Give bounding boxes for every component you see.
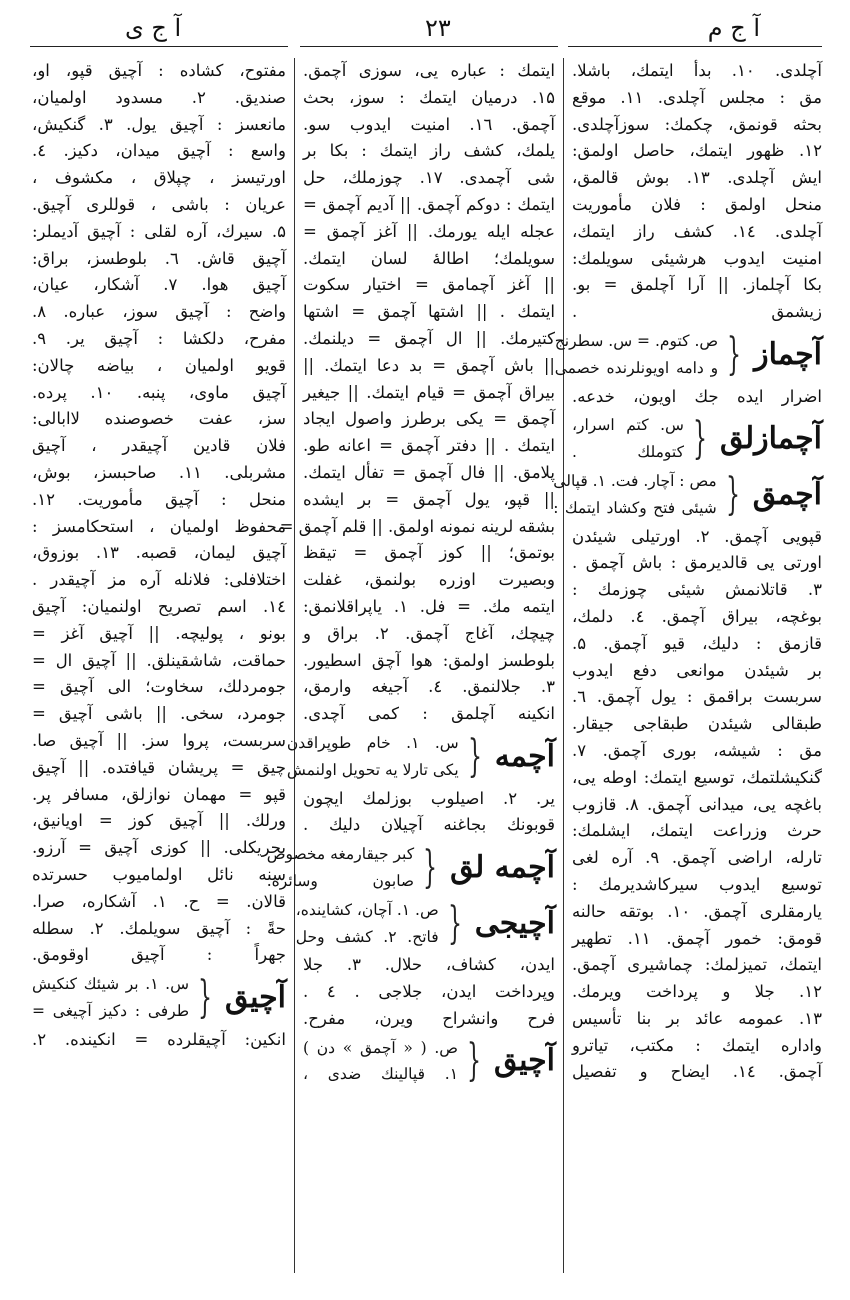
text-line: یلمك، کشف راز ایتمك : بکا بر <box>303 141 555 161</box>
entry-definition <box>553 468 716 522</box>
text-line: پلامق. || فال آچمق = تفأل ایتمك. <box>303 462 555 482</box>
text-line: ایتمك : عباره یی، سوزی آچمق. <box>303 61 555 80</box>
text-line: آچیق ماوی، پنبه. ۱۰. پرده. <box>32 382 286 402</box>
text-line: آچیق لیمان، قصبه. ۱۳. بوزوق، <box>32 543 286 563</box>
text-line: بحریکلی. || کوزی آچیق = آرزو. <box>32 838 286 858</box>
definition-line: یکی تارلا یه تحویل اولنمش <box>286 760 459 779</box>
text-line: قویو اولمیان ، بیاضه چالان: <box>32 355 286 375</box>
text-line: || آغز آچمامق = اختیار سکوت <box>303 275 555 295</box>
text-line: اختلافلی: فلانله آره مز آچیقدر . <box>32 570 286 590</box>
text-line: || باش آچمق = بد دعا ایتمك. || <box>303 355 555 375</box>
text-line: وبصیرت اوزره بولنمق، غفلت <box>303 570 555 590</box>
definition-line: صابون وسائره. <box>266 871 415 890</box>
entry-definition <box>296 897 439 951</box>
text-line: || قپو، یول آچمق = بر ایشده <box>303 489 555 509</box>
brace-glyph: { <box>727 328 742 380</box>
text-line: باغچه یی، میدانی آچمق. ۸. قازوب <box>572 794 822 814</box>
text-line: قالان. = ح. ۱. آشکاره، صرا. <box>32 891 286 911</box>
header-rule-center <box>300 46 558 47</box>
brace-glyph: { <box>447 897 462 949</box>
entry-definition <box>555 328 718 382</box>
dictionary-entry <box>266 841 555 895</box>
text-line: مق : مجلس آچلدی. ۱۱. موقع <box>572 87 822 107</box>
text-line: آچمق = یکی برطرز واصول ایجاد <box>303 409 555 429</box>
definition-line: و دامه اویونلرنده خصمی <box>554 358 719 377</box>
text-line: قومق: خمور آچمق. ۱۱. تطهیر <box>572 928 822 948</box>
text-line: تارله، اراضی آچمق. ۹. آره لغی <box>572 848 823 868</box>
text-line: بوغچه، بیراق آچمق. ٤. دلمك، <box>572 606 822 626</box>
definition-line: کبر جیقارمغه مخصوص <box>266 845 415 864</box>
text-line: قپویی آچمق. ۲. اورتیلی شیئدن <box>572 526 822 546</box>
text-line: بونو ، پولیچه. || آچیق آغز = <box>32 623 286 643</box>
header-right-guide-letters: آ ج م <box>707 14 760 42</box>
entry-headword: آچیق <box>494 1043 555 1079</box>
text-line: قوبونك بجاغنه آچیلان دلیك . <box>303 815 555 835</box>
text-line: انکینه آچلمق : کمی آچدی. <box>303 704 555 724</box>
definition-line: ص. کتوم. = س. سطرنج <box>554 331 719 350</box>
text-line: ۱۳. عمومه عائد بر بنا تأسیس <box>572 1008 822 1028</box>
text-line: مشربلی. ۱۱. صاحبسز، بوش، <box>32 462 286 482</box>
brace-glyph: { <box>467 1035 482 1087</box>
definition-line: س. ۱. بر شیئك کنکیش <box>32 975 190 994</box>
definition-line: س. کتم اسرار، <box>572 416 684 435</box>
text-line: ۱۲. جلا و پرداخت ویرمك. <box>572 982 822 1002</box>
dictionary-entry <box>286 730 555 784</box>
text-line: آچمق. ۱٦. امنیت ایدوب سو. <box>303 114 555 134</box>
text-line: عجله ایله یورمك. || آغز آچمق = <box>303 221 555 241</box>
text-line: جهراً : آچیق اوقومق. <box>32 945 286 965</box>
text-line: صندیق. ۲. مسدود اولمیان، <box>32 87 286 107</box>
column-divider-right <box>563 58 564 1273</box>
text-line: ۱۲. ظهور ایتمك، حاصل اولمق: <box>572 141 822 161</box>
text-line: جومرد، سخی. || باشی آچیق = <box>32 704 286 724</box>
text-line: قپو = مهمان نوازلق، مسافر پر. <box>32 784 286 804</box>
column-left <box>32 58 286 1273</box>
text-line: سربست براقمق : یول آچمق. ٦. <box>572 687 822 707</box>
text-line: حماقت، شاشقینلق. || آچیق ال = <box>32 650 286 670</box>
text-line: آچیق هوا. ۷. آشکار، عیان، <box>32 275 286 295</box>
text-line: منحل اولمق : فلان مأموریت <box>572 194 822 214</box>
entry-headword: آچماز <box>754 336 822 372</box>
text-line: یارمقلری آچمق. ۱۰. بوتقه حالنه <box>572 901 822 921</box>
text-line: امنیت ایدوب هرشیئی سویلمك: <box>572 248 822 268</box>
text-line: اورتی یی قالدیرمق : باش آچمق . <box>572 553 822 573</box>
definition-line: طرفی : دکیز آچیغی = <box>32 1001 190 1020</box>
page-header <box>30 14 820 42</box>
dictionary-entry <box>303 1035 555 1089</box>
text-line: اورتیسز ، چپلاق ، مکشوف ، <box>32 168 286 188</box>
text-line: بیراق آچمق = قیام ایتمك. || جیغیر <box>303 382 555 402</box>
text-line: زیشمق . <box>572 302 822 322</box>
text-line: سویلمك؛ اطالهٔ لسان ایتمك. <box>303 248 555 268</box>
header-left-guide-letters: آ ج ی <box>125 14 182 42</box>
text-line: ۱۵. درمیان ایتمك : سوز، بحث <box>303 87 555 107</box>
entry-headword: آچمق <box>752 476 822 512</box>
text-line: اضرار ایده جك اویون، خدعه. <box>572 386 822 406</box>
text-line: فرح وانشراح ویرن، مفرح. <box>303 1008 555 1028</box>
definition-line: ص. ۱. آچان، کشاینده، <box>295 900 439 919</box>
page-number: ۲۳ <box>425 14 451 42</box>
entry-headword: آچمه لق <box>450 849 555 885</box>
definition-line: شیئی فتح وکشاد ایتمك : <box>553 498 717 517</box>
text-line: سنه نائل اولمامیوب حسرتده <box>32 864 286 884</box>
brace-glyph: { <box>467 730 482 782</box>
text-line: واضح : آچیق سوز، عباره. ۸. <box>32 302 286 322</box>
text-line: ایتمك . || اشتها آچمق = اشتها <box>303 302 555 322</box>
text-line: بحثه قونمق، چکمك: سوزآچلدی. <box>572 114 822 134</box>
definition-line: س. ۱. خام طوپراقدن <box>286 733 459 752</box>
text-line: ایتمك، تمیزلمك: چماشیری آچمق. <box>572 955 822 975</box>
text-line: طبقالی شیئدن طبقاجی جیقار. <box>572 714 822 734</box>
text-line: مفرح، دلکشا : آچیق یر. ۹. <box>32 328 286 348</box>
text-line: بکا آچلماز. || آرا آچلمق = بو. <box>572 275 822 295</box>
dictionary-entry <box>32 971 286 1025</box>
text-line: آچمق. ۱٤. ایضاح و تفصیل <box>572 1062 822 1082</box>
text-line: ۱٤. اسم تصریح اولنمیان: آچیق <box>32 596 286 616</box>
column-divider-left <box>294 58 295 1273</box>
brace-glyph: { <box>725 468 740 520</box>
text-line: ایتمك . || دفتر آچمق = اعانه طو. <box>303 436 555 456</box>
text-line: شی آچمدی. ۱۷. چوزملك، حل <box>303 168 556 188</box>
text-line: ۳. قاتلانمش شیئی چوزمك : <box>572 580 822 600</box>
entry-definition <box>303 1035 458 1089</box>
column-middle <box>266 58 556 1273</box>
text-line: بوتمق؛ || کوز آچمق = تیقظ <box>303 543 555 563</box>
text-line: آچلدی. ۱۰. بدأ ایتمك، باشلا. <box>572 61 823 80</box>
text-line: ورلك. || آچیق کوز = اویانیق، <box>32 811 286 831</box>
entry-headword: آچیق <box>225 979 286 1015</box>
text-line: یر. ۲. اصیلوب بوزلمك ایچون <box>303 788 555 808</box>
text-line: ایش آچلدی. ۱۳. بوش قالمق، <box>572 168 822 188</box>
definition-line: ص. ( « آچمق » دن ) <box>303 1038 459 1057</box>
entry-headword: آچیجی <box>474 905 555 941</box>
text-line: بشقه لرینه نمونه اولمق. || قلم آچمق = <box>279 516 555 536</box>
text-line: حرث وزراعت ایتمك، ایشلمك: <box>572 821 822 841</box>
text-line: منحل : آچیق مأموریت. ۱۲. <box>32 489 286 509</box>
definition-line: مص : آچار. فت. ۱. قپالی <box>553 471 717 490</box>
entry-definition <box>572 412 684 466</box>
text-line: عریان : باشی ، قوللری آچیق. <box>32 194 286 214</box>
definition-line: ۱. قپالینك ضدی ، <box>303 1065 459 1084</box>
dictionary-entry <box>295 897 555 951</box>
header-rule-right <box>568 46 822 47</box>
text-line: آچلدی. ۱٤. کشف راز ایتمك، <box>572 221 822 241</box>
entry-headword: آچمازلق <box>719 421 822 457</box>
text-line: جومردلك، سخاوت؛ الی آچیق = <box>32 677 286 697</box>
text-line: ایتمك : دوکم آچمق. || آدیم آچمق = <box>303 194 555 214</box>
brace-glyph: { <box>198 971 213 1023</box>
entry-headword: آچمه <box>494 738 555 774</box>
text-line: مفتوح، کشاده : آچیق قپو، او، <box>32 61 286 80</box>
dictionary-entry <box>553 468 822 522</box>
text-line: سز، عفت خصوصنده لاابالی: <box>32 409 286 429</box>
brace-glyph: { <box>423 841 438 893</box>
text-line: گنکیشلتمك، توسیع ایتمك: اوطه یی، <box>572 767 822 787</box>
entry-definition <box>32 971 189 1025</box>
entry-definition <box>287 730 459 784</box>
text-line: چیچك، آغاج آچمق. ۲. براق و <box>303 623 555 643</box>
text-line: انکین: آچیقلرده = انکینده. ۲. <box>32 1029 286 1049</box>
column-right <box>553 58 823 1273</box>
definition-line: کتوملك . <box>572 443 684 462</box>
text-line: بلوطسز اولمق: هوا آچق اسطیور. <box>303 650 555 670</box>
definition-line: فاتح. ۲. کشف وحل <box>295 927 439 946</box>
entry-definition <box>267 841 414 895</box>
header-rule-left <box>30 46 288 47</box>
text-line: وپرداخت ایدن، جلاجی . ٤ . <box>303 982 555 1002</box>
text-line: ایدن، کشاف، حلال. ۳. جلا <box>303 955 555 975</box>
text-line: محفوظ اولمیان ، استحکامسز : <box>32 516 286 536</box>
text-line: مق : شیشه، بوری آچمق. ۷. <box>572 740 822 760</box>
brace-glyph: { <box>692 413 707 465</box>
text-line: ایتمه مك. = فل. ۱. یاپراقلانمق: <box>303 596 555 616</box>
text-line: چیق = پریشان قیافتده. || آچیق <box>32 757 286 777</box>
text-line: ۳. جلالنمق. ٤. آجیغه وارمق، <box>303 677 555 697</box>
dictionary-entry <box>572 412 822 466</box>
text-line: ۵. سیرك، آره لقلی : آچیق آدیملر: <box>32 221 286 241</box>
text-line: فلان قادین آچیقدر ، آچیق <box>32 436 286 456</box>
text-line: کتیرمك. || ال آچمق = دیلنمك. <box>303 328 555 348</box>
text-line: واداره ایتمك : مکتب، تیاترو <box>572 1035 822 1055</box>
text-line: آچیق قاش. ٦. بلوطسز، براق: <box>32 248 286 268</box>
text-line: مانعسز : آچیق یول. ۳. گنکیش، <box>32 114 286 134</box>
text-line: بر شیئدن موانعی دفع ایدوب <box>572 660 822 680</box>
dictionary-entry <box>554 328 822 382</box>
text-line: حةً : آچیق سویلمك. ۲. سطله <box>32 918 286 938</box>
text-line: واسع : آچیق میدان، دکیز. ٤. <box>32 141 286 161</box>
text-line: قازمق : دلیك، قیو آچمق. ۵. <box>572 633 822 653</box>
text-line: توسیع ایدوب سیرکاشدیرمك : <box>572 874 822 894</box>
text-line: سربست، پروا سز. || آچیق صا. <box>32 730 286 750</box>
